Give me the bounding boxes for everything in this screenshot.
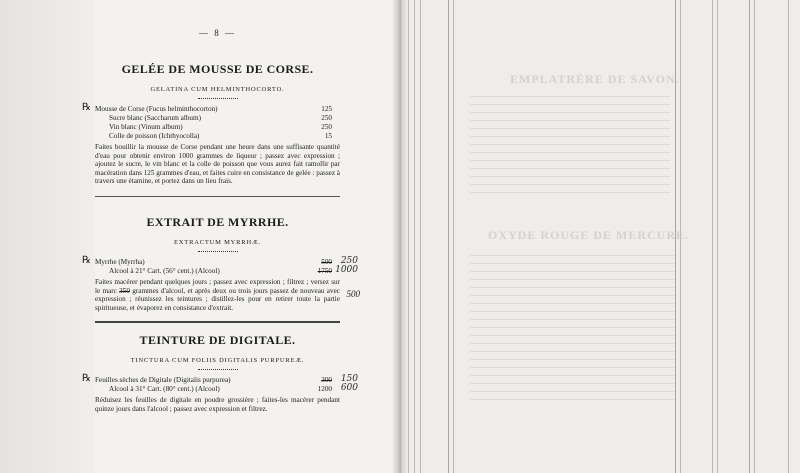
recipe-symbol: ℞ — [82, 373, 91, 385]
ingredient-row — [82, 254, 358, 267]
ingredient-label: Vin blanc (Vinum album) — [109, 123, 183, 131]
preparation-text: Réduisez les feuilles de digitale en poudre grossière ; faites-les macérer pendant quinze jours dans l'alcool ; passez avec expression et filtrez. — [95, 396, 340, 413]
ingredient-row — [95, 264, 358, 276]
ornament-divider — [198, 251, 238, 254]
preparation-text-part: grammes d'alcool, et après deux ou trois jours passez de nouveau avec expression ; réunissez les teintures ; distillez-les pour en retirer toute la partie spiritueuse, et évaporez en consistance d'extrait. — [95, 286, 340, 312]
handwritten-correction: 1000 — [335, 264, 358, 275]
ingredient-label: Myrrhe (Myrrha) — [95, 257, 145, 266]
book-gutter — [392, 0, 408, 473]
bleed-through-text — [470, 96, 670, 196]
ingredient-quantity: 15 — [324, 132, 332, 140]
bleed-through-title: OXYDE ROUGE DE MERCURE. — [488, 228, 690, 242]
ingredient-quantity: 1200 — [317, 385, 332, 394]
ledger-rule — [408, 0, 409, 473]
page-number: — 8 — — [199, 28, 236, 38]
ledger-rule — [420, 0, 421, 473]
ingredient-label: Alcool à 31° Cart. (80° cent.) (Alcool) — [109, 385, 220, 394]
section-latin-title: EXTRACTUM MYRRHÆ. — [174, 238, 261, 246]
ingredient-row — [82, 102, 340, 114]
ingredient-quantity: 250 — [321, 123, 332, 131]
ledger-rule — [712, 0, 713, 473]
section-title: GELÉE DE MOUSSE DE CORSE. — [121, 62, 314, 76]
section-title: EXTRAIT DE MYRRHE. — [146, 214, 289, 229]
bleed-through-title: EMPLATRÈRE DE SAVON. — [510, 72, 680, 86]
ledger-rule — [749, 0, 750, 473]
ingredient-row — [95, 132, 340, 141]
page-edge-shadow — [0, 0, 95, 473]
handwritten-correction: 600 — [340, 383, 358, 394]
ingredient-quantity: 500 — [321, 257, 332, 266]
ledger-rule — [788, 0, 789, 473]
ledger-rule — [453, 0, 454, 473]
recipe-symbol: ℞ — [82, 254, 91, 266]
section-title: TEINTURE DE DIGITALE. — [139, 333, 296, 348]
section-latin-title: GELATINA CUM HELMINTHOCORTO. — [150, 86, 285, 93]
ingredient-quantity: 250 — [321, 114, 332, 122]
ingredient-row — [82, 373, 358, 385]
ledger-rule — [448, 0, 449, 473]
section-divider — [95, 196, 340, 197]
handwritten-correction: 500 — [346, 288, 360, 299]
ingredient-label: Feuilles sèches de Digitale (Digitalis purpurea) — [95, 376, 231, 385]
section-gelee-mousse-corse — [82, 62, 340, 197]
section-divider — [95, 321, 340, 323]
handwritten-correction: 250 — [340, 255, 358, 266]
section-extrait-myrrhe — [82, 214, 360, 323]
page-content — [82, 28, 360, 414]
ingredient-label: Colle de poisson (Ichthyocolla) — [109, 132, 200, 140]
ingredient-label: Mousse de Corse (Fucus helminthocorton) — [95, 105, 218, 113]
ingredient-quantity: 125 — [321, 105, 332, 113]
preparation-text: Faites bouillir la mousse de Corse pendant une heure dans une suffisante quantité d'eau pour obtenir environ 1000 grammes de liqueur ; passez avec expression ; ajoutez le sucre, le vin blanc et la colle de poisson que vous aurez fait ramollir par macération dans 125 grammes d'eau, et faites cuire en consistance de gelée : passez à travers une étamine, et portez dans un lieu frais. — [95, 143, 340, 186]
section-teinture-digitale — [82, 333, 358, 413]
ingredient-label: Alcool à 21° Cart. (56° cent.) (Alcool) — [109, 266, 220, 275]
ingredient-quantity: 300 — [321, 376, 332, 385]
ingredient-label: Sucre blanc (Saccharum album) — [109, 114, 202, 122]
handwritten-correction: 150 — [340, 374, 358, 385]
ledger-rule — [717, 0, 718, 473]
ledger-rule — [414, 0, 415, 473]
ornament-divider — [198, 98, 238, 101]
struck-quantity: 350 — [119, 286, 130, 295]
ledger-rule — [754, 0, 755, 473]
ingredient-quantity: 1750 — [317, 266, 332, 275]
preparation-text — [95, 277, 360, 312]
preparation-text-part: Faites macérer pendant quelques jours ; passez avec expression ; filtrez ; versez sur le marc — [95, 277, 340, 295]
bleed-through-text — [470, 255, 675, 405]
ingredient-row — [95, 123, 340, 132]
ingredient-row — [95, 114, 340, 123]
ornament-divider — [198, 369, 238, 372]
right-page — [400, 0, 800, 473]
ingredient-row — [95, 383, 358, 394]
recipe-symbol: ℞ — [82, 102, 91, 113]
section-latin-title: TINCTURA CUM FOLIIS DIGITALIS PURPUREÆ. — [130, 357, 305, 365]
